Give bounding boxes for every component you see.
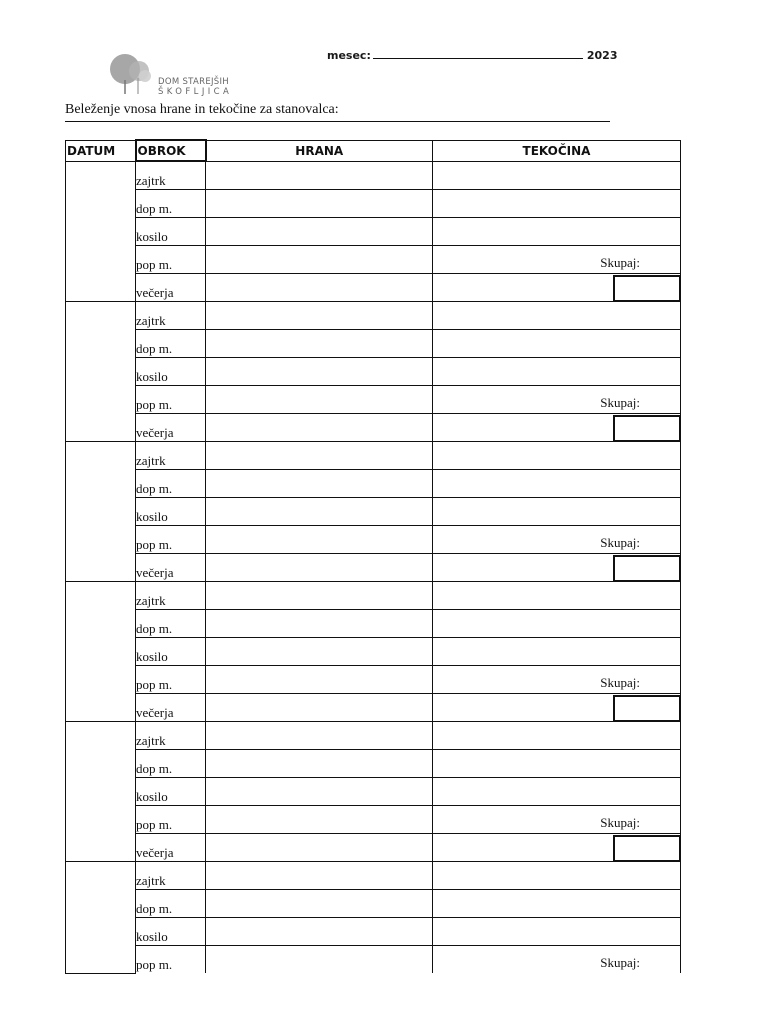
table-row bbox=[66, 666, 681, 694]
meal-label: zajtrk bbox=[136, 302, 206, 330]
meal-label: pop m. bbox=[136, 386, 206, 414]
liquid-cell[interactable] bbox=[433, 834, 681, 862]
food-cell[interactable] bbox=[206, 218, 433, 246]
meal-label: zajtrk bbox=[136, 442, 206, 470]
meal-label: dop m. bbox=[136, 750, 206, 778]
food-cell[interactable] bbox=[206, 414, 433, 442]
meal-label: večerja bbox=[136, 554, 206, 582]
date-cell[interactable] bbox=[66, 161, 136, 302]
meal-label: večerja bbox=[136, 274, 206, 302]
table-row bbox=[66, 918, 681, 946]
meal-label: dop m. bbox=[136, 330, 206, 358]
date-cell[interactable] bbox=[66, 302, 136, 442]
liquid-cell[interactable] bbox=[433, 498, 681, 526]
liquid-cell[interactable] bbox=[433, 862, 681, 890]
liquid-cell[interactable] bbox=[433, 582, 681, 610]
food-cell[interactable] bbox=[206, 778, 433, 806]
food-cell[interactable] bbox=[206, 246, 433, 274]
meal-label: kosilo bbox=[136, 498, 206, 526]
food-cell[interactable] bbox=[206, 834, 433, 862]
liquid-cell[interactable] bbox=[433, 918, 681, 946]
column-header-obrok: OBROK bbox=[136, 140, 206, 161]
liquid-cell[interactable] bbox=[433, 274, 681, 302]
table-row bbox=[66, 246, 681, 274]
logo-line1: DOM STAREJŠIH bbox=[158, 77, 229, 87]
liquid-cell[interactable] bbox=[433, 778, 681, 806]
total-field[interactable] bbox=[613, 835, 681, 862]
total-label: Skupaj: bbox=[600, 955, 640, 970]
total-field[interactable] bbox=[613, 695, 681, 722]
table-header-row bbox=[66, 140, 681, 161]
intake-log-table bbox=[65, 139, 681, 974]
liquid-cell[interactable] bbox=[433, 358, 681, 386]
food-cell[interactable] bbox=[206, 666, 433, 694]
table-row bbox=[66, 862, 681, 890]
table-row bbox=[66, 386, 681, 414]
resident-name-field[interactable] bbox=[65, 102, 610, 122]
food-cell[interactable] bbox=[206, 918, 433, 946]
table-row bbox=[66, 274, 681, 302]
food-cell[interactable] bbox=[206, 526, 433, 554]
table-row bbox=[66, 582, 681, 610]
total-label: Skupaj: bbox=[600, 675, 640, 690]
table-row bbox=[66, 498, 681, 526]
date-cell[interactable] bbox=[66, 582, 136, 722]
table-row bbox=[66, 638, 681, 666]
liquid-cell[interactable] bbox=[433, 806, 681, 834]
meal-label: pop m. bbox=[136, 666, 206, 694]
table-row bbox=[66, 554, 681, 582]
meal-label: dop m. bbox=[136, 890, 206, 918]
total-field[interactable] bbox=[613, 415, 681, 442]
liquid-cell[interactable] bbox=[433, 470, 681, 498]
food-cell[interactable] bbox=[206, 358, 433, 386]
total-field[interactable] bbox=[613, 275, 681, 302]
date-cell[interactable] bbox=[66, 722, 136, 862]
meal-label: kosilo bbox=[136, 358, 206, 386]
meal-label: pop m. bbox=[136, 526, 206, 554]
meal-label: kosilo bbox=[136, 778, 206, 806]
meal-label: večerja bbox=[136, 414, 206, 442]
column-header-datum: DATUM bbox=[66, 140, 136, 161]
meal-label: kosilo bbox=[136, 918, 206, 946]
liquid-cell[interactable] bbox=[433, 750, 681, 778]
meal-label: pop m. bbox=[136, 246, 206, 274]
liquid-cell[interactable] bbox=[433, 610, 681, 638]
liquid-cell[interactable] bbox=[433, 554, 681, 582]
liquid-cell[interactable] bbox=[433, 302, 681, 330]
table-row bbox=[66, 302, 681, 330]
liquid-cell[interactable] bbox=[433, 246, 681, 274]
food-cell[interactable] bbox=[206, 330, 433, 358]
table-row bbox=[66, 750, 681, 778]
liquid-cell[interactable] bbox=[433, 694, 681, 722]
liquid-cell[interactable] bbox=[433, 330, 681, 358]
food-cell[interactable] bbox=[206, 386, 433, 414]
table-row bbox=[66, 526, 681, 554]
food-cell[interactable] bbox=[206, 554, 433, 582]
liquid-cell[interactable] bbox=[433, 386, 681, 414]
food-cell[interactable] bbox=[206, 302, 433, 330]
food-cell[interactable] bbox=[206, 470, 433, 498]
meal-label: zajtrk bbox=[136, 161, 206, 190]
food-cell[interactable] bbox=[206, 274, 433, 302]
table-row bbox=[66, 330, 681, 358]
liquid-cell[interactable] bbox=[433, 722, 681, 750]
meal-label: kosilo bbox=[136, 638, 206, 666]
food-cell[interactable] bbox=[206, 498, 433, 526]
table-row bbox=[66, 470, 681, 498]
meal-label: večerja bbox=[136, 694, 206, 722]
liquid-cell[interactable] bbox=[433, 526, 681, 554]
liquid-cell[interactable] bbox=[433, 442, 681, 470]
food-cell[interactable] bbox=[206, 694, 433, 722]
meal-label: pop m. bbox=[136, 946, 206, 974]
liquid-cell[interactable] bbox=[433, 161, 681, 190]
food-cell[interactable] bbox=[206, 582, 433, 610]
food-cell[interactable] bbox=[206, 750, 433, 778]
food-cell[interactable] bbox=[206, 862, 433, 890]
meal-label: zajtrk bbox=[136, 722, 206, 750]
date-cell[interactable] bbox=[66, 442, 136, 582]
total-label: Skupaj: bbox=[600, 815, 640, 830]
table-row bbox=[66, 442, 681, 470]
food-cell[interactable] bbox=[206, 610, 433, 638]
table-row bbox=[66, 806, 681, 834]
total-field[interactable] bbox=[613, 555, 681, 582]
year-value: 2023 bbox=[586, 49, 618, 62]
table-row bbox=[66, 610, 681, 638]
date-cell[interactable] bbox=[66, 862, 136, 974]
meal-label: kosilo bbox=[136, 218, 206, 246]
table-row bbox=[66, 414, 681, 442]
food-cell[interactable] bbox=[206, 638, 433, 666]
total-label: Skupaj: bbox=[600, 535, 640, 550]
logo-text bbox=[158, 77, 232, 97]
column-header-hrana: HRANA bbox=[206, 140, 433, 161]
table-row bbox=[66, 218, 681, 246]
liquid-cell[interactable] bbox=[433, 190, 681, 218]
meal-label: zajtrk bbox=[136, 862, 206, 890]
meal-label: dop m. bbox=[136, 190, 206, 218]
table-row bbox=[66, 358, 681, 386]
food-cell[interactable] bbox=[206, 161, 433, 190]
table-row bbox=[66, 834, 681, 862]
food-cell[interactable] bbox=[206, 806, 433, 834]
total-label: Skupaj: bbox=[600, 395, 640, 410]
table-row bbox=[66, 161, 681, 190]
liquid-cell[interactable] bbox=[433, 890, 681, 918]
table-row bbox=[66, 778, 681, 806]
month-label: mesec: bbox=[327, 49, 371, 62]
table-row bbox=[66, 890, 681, 918]
liquid-cell[interactable] bbox=[433, 414, 681, 442]
meal-label: večerja bbox=[136, 834, 206, 862]
liquid-cell[interactable] bbox=[433, 946, 681, 974]
food-cell[interactable] bbox=[206, 722, 433, 750]
month-header bbox=[327, 48, 617, 62]
table-row bbox=[66, 722, 681, 750]
food-cell[interactable] bbox=[206, 946, 433, 974]
column-header-tekocina: TEKOČINA bbox=[433, 140, 681, 161]
food-cell[interactable] bbox=[206, 442, 433, 470]
liquid-cell[interactable] bbox=[433, 666, 681, 694]
liquid-cell[interactable] bbox=[433, 638, 681, 666]
meal-label: zajtrk bbox=[136, 582, 206, 610]
table-row bbox=[66, 946, 681, 974]
form-title: Beleženje vnosa hrane in tekočine za stanovalca: bbox=[65, 102, 339, 117]
month-field[interactable] bbox=[373, 48, 583, 59]
total-label: Skupaj: bbox=[600, 255, 640, 270]
meal-label: dop m. bbox=[136, 610, 206, 638]
food-cell[interactable] bbox=[206, 890, 433, 918]
table-row bbox=[66, 190, 681, 218]
liquid-cell[interactable] bbox=[433, 218, 681, 246]
food-cell[interactable] bbox=[206, 190, 433, 218]
meal-label: dop m. bbox=[136, 470, 206, 498]
table-row bbox=[66, 694, 681, 722]
meal-label: pop m. bbox=[136, 806, 206, 834]
logo-line2: ŠKOFLJICA bbox=[158, 87, 233, 97]
